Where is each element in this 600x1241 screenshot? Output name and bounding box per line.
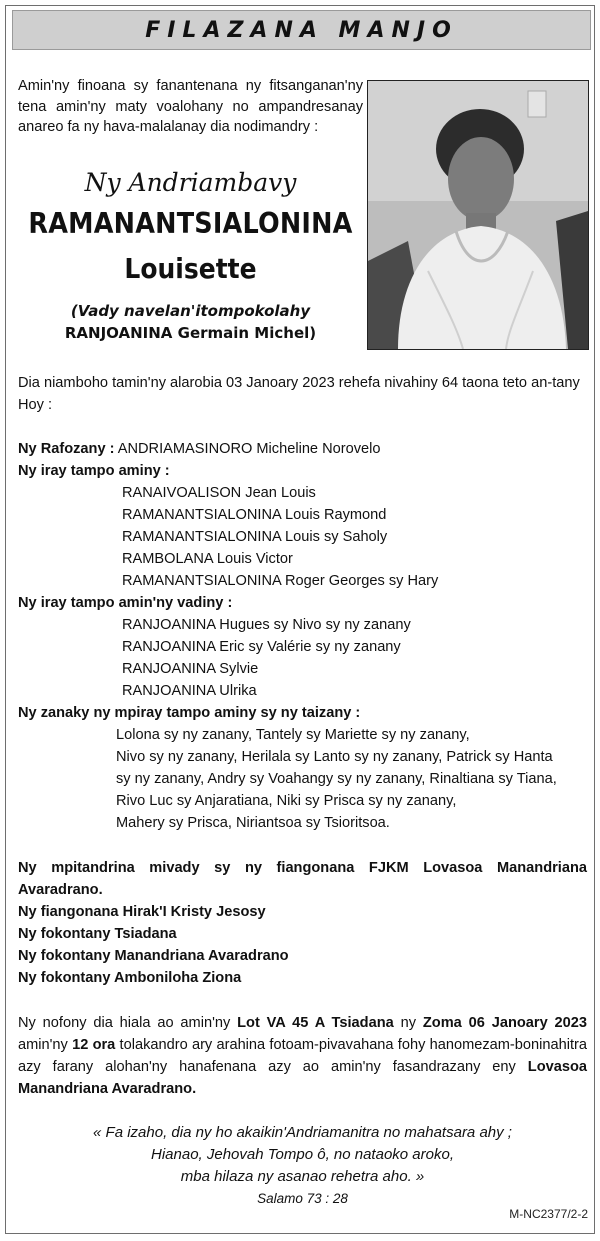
funeral-text: tolakandro ary arahina fotoam-pivavahana fohy hanomezam-boninahitra azy farany alohan'ny hanafenana azy ao amin'ny fasandrazany eny [18, 1037, 588, 1075]
reference-code: M-NC2377/2-2 [509, 1207, 588, 1221]
notice-title: FILAZANA MANJO [145, 17, 458, 43]
nephews-line: Rivo Luc sy Anjaratiana, Niki sy Prisca sy ny zanany, [116, 793, 457, 809]
intro-paragraph: Amin'ny finoana sy fanantenana ny fitsanganan'ny tena amin'ny maty voalohany no ampandresanay anareo fa ny hava-malalanay dia nodimandry : [18, 78, 363, 135]
family-list [18, 438, 587, 834]
portrait-photo [367, 80, 589, 350]
sibling-item: RAMANANTSIALONINA Louis sy Saholy [122, 529, 388, 545]
deceased-surname: RAMANANTSIALONINA [28, 207, 353, 241]
sibling-item: RAMANANTSIALONINA Louis Raymond [122, 507, 387, 523]
in-laws-value: ANDRIAMASINORO Micheline Norovelo [117, 441, 381, 457]
header-bar [12, 10, 591, 50]
deceased-honorific: Ny Andriambavy [84, 168, 297, 197]
quote-line: Hianao, Jehovah Tompo ô, no nataoko aroko, [151, 1146, 454, 1163]
funeral-cemetery: Lovasoa Manandriana Avaradrano. [18, 1059, 587, 1097]
sibling-item: RAMANANTSIALONINA Roger Georges sy Hary [122, 573, 439, 589]
funeral-date: Zoma 06 Janoary 2023 [422, 1015, 587, 1031]
church-line: Ny fiangonana Hirak'I Kristy Jesosy [18, 904, 266, 920]
bible-quote [18, 1122, 587, 1210]
spouse-sibling-item: RANJOANINA Hugues sy Nivo sy ny zanany [122, 617, 411, 633]
church-line: Ny fokontany Manandriana Avaradrano [18, 948, 289, 964]
portrait-photo-icon [368, 81, 588, 349]
in-laws-row [18, 438, 587, 460]
funeral-details [18, 1012, 587, 1100]
funeral-text: ny [393, 1015, 423, 1031]
church-line: Ny fokontany Tsiadana [18, 926, 177, 942]
quote-line: « Fa izaho, dia ny ho akaikin'Andriamanitra no mahatsara ahy ; [93, 1124, 512, 1141]
in-laws-label: Ny Rafozany : [18, 441, 115, 457]
funeral-time: 12 ora [72, 1037, 116, 1053]
spouse-siblings-label: Ny iray tampo amin'ny vadiny : [18, 595, 233, 611]
hoy-label: Hoy : [18, 397, 53, 413]
nephews-list [18, 724, 587, 834]
nephews-line: Nivo sy ny zanany, Herilala sy Lanto sy ny zanany, Patrick sy Hanta [116, 749, 553, 765]
spouse-note-line2: RANJOANINA Germain Michel) [64, 324, 317, 342]
spouse-note [18, 300, 363, 344]
church-community-list [18, 857, 587, 989]
spouse-sibling-item: RANJOANINA Sylvie [122, 661, 259, 677]
funeral-text: amin'ny [18, 1037, 73, 1053]
sibling-item: RAMBOLANA Louis Victor [122, 551, 293, 567]
death-date-text: Dia niamboho tamin'ny alarobia 03 Janoary 2023 rehefa nivahiny 64 taona teto an-tany [18, 375, 580, 391]
quote-line: mba hilaza ny asanao rehetra aho. » [180, 1168, 425, 1185]
nephews-line: sy ny zanany, Andry sy Voahangy sy ny zanany, Rinaltiana sy Tiana, [116, 771, 557, 787]
spouse-siblings-list [18, 614, 587, 702]
nephews-label: Ny zanaky ny mpiray tampo aminy sy ny taizany : [18, 705, 361, 721]
nephews-line: Lolona sy ny zanany, Tantely sy Mariette sy ny zanany, [116, 727, 470, 743]
siblings-list [18, 482, 587, 592]
spouse-sibling-item: RANJOANINA Ulrika [122, 683, 257, 699]
spouse-sibling-item: RANJOANINA Eric sy Valérie sy ny zanany [122, 639, 401, 655]
siblings-label: Ny iray tampo aminy : [18, 463, 170, 479]
quote-source: Salamo 73 : 28 [257, 1191, 348, 1206]
funeral-text: Ny nofony dia hiala ao amin'ny [18, 1015, 238, 1031]
funeral-location: Lot VA 45 A Tsiadana [237, 1015, 394, 1031]
spouse-note-line1: (Vady navelan'itompokolahy [70, 302, 311, 320]
death-announcement [18, 372, 587, 416]
church-line: Ny mpitandrina mivady sy ny fiangonana FJKM Lovasoa Manandriana Avaradrano. [18, 860, 587, 898]
deceased-firstname: Louisette [124, 252, 257, 285]
church-line: Ny fokontany Amboniloha Ziona [18, 970, 242, 986]
sibling-item: RANAIVOALISON Jean Louis [122, 485, 316, 501]
nephews-line: Mahery sy Prisca, Niriantsoa sy Tsioritsoa. [116, 815, 390, 831]
